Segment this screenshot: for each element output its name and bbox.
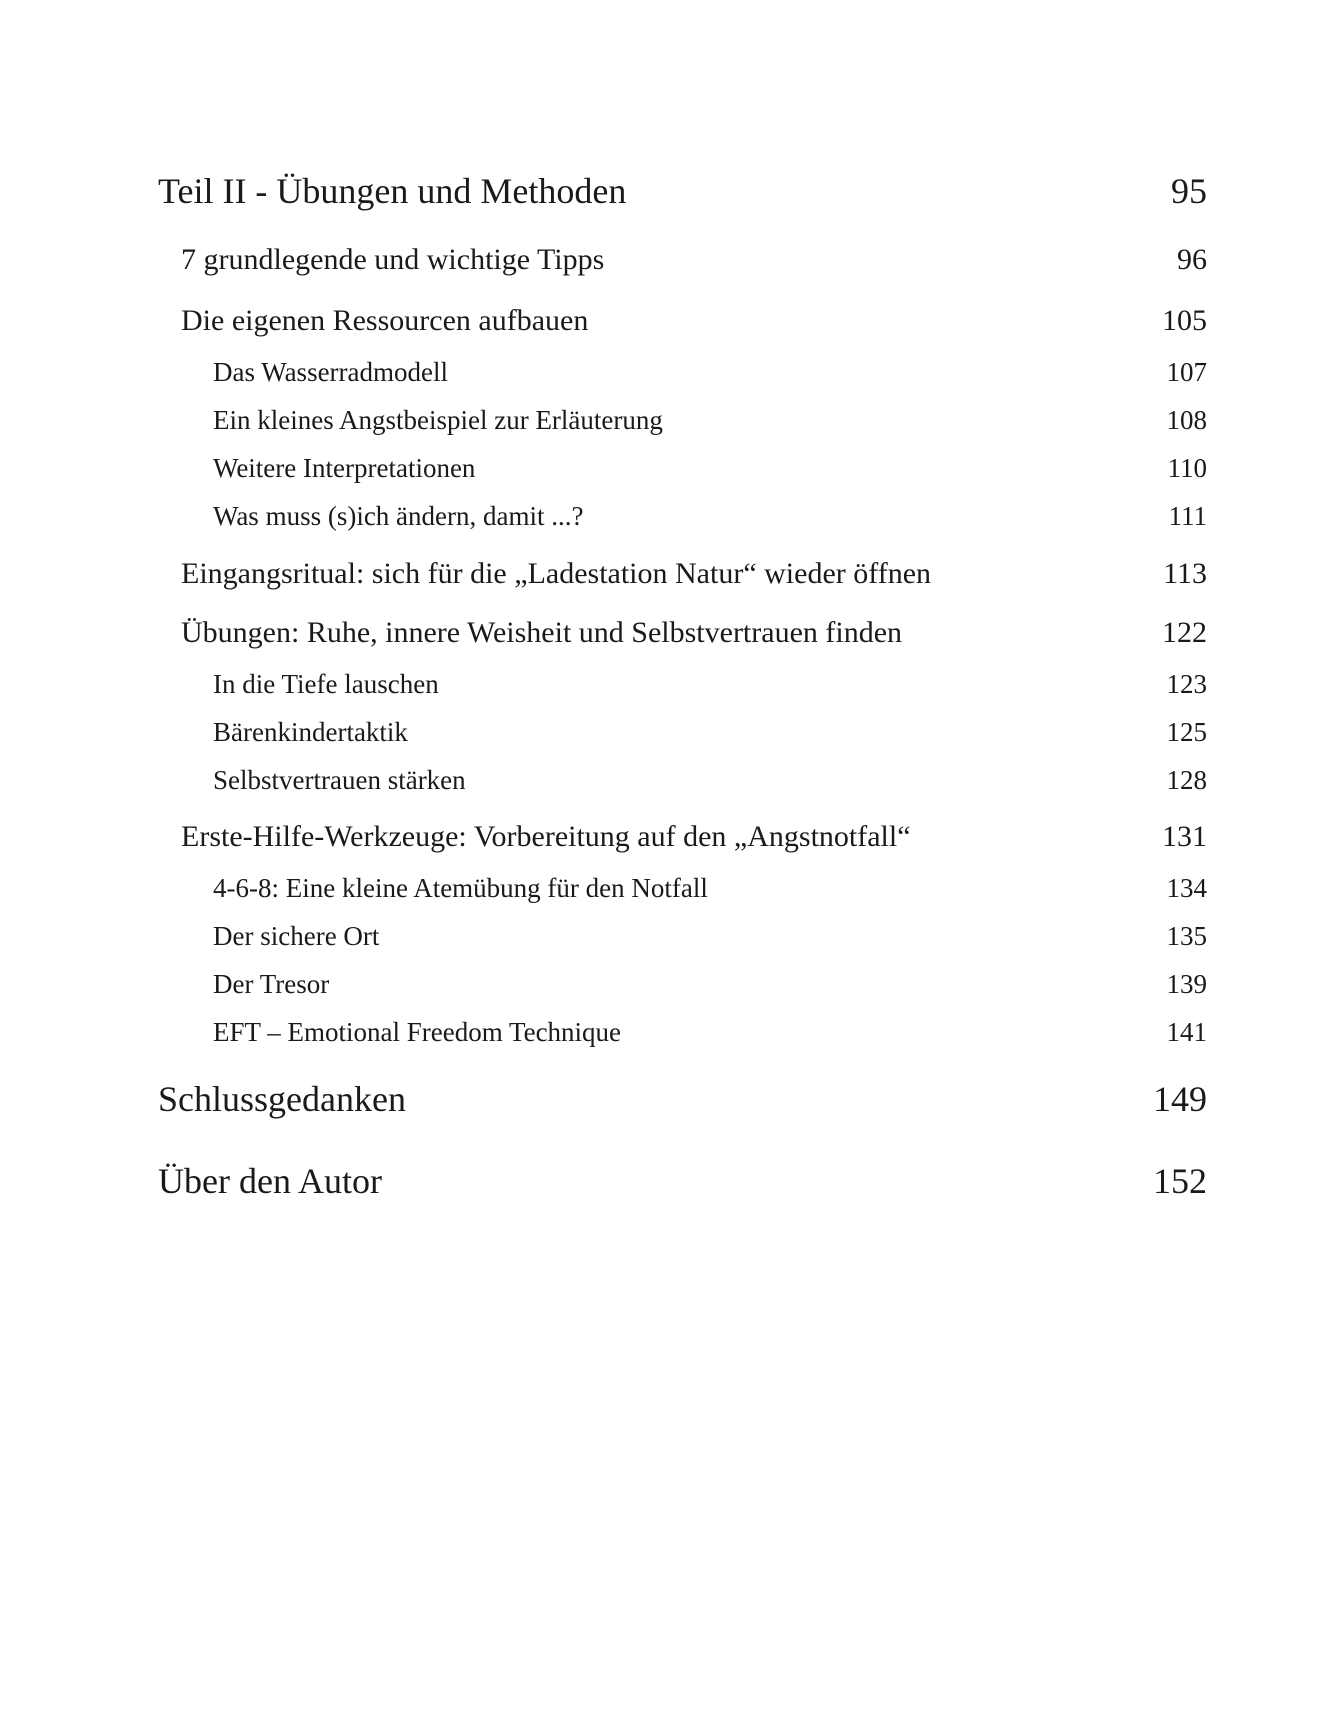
toc-entry-title: Teil II - Übungen und Methoden: [158, 171, 627, 211]
toc-entry: [0, 911, 1339, 961]
toc-entry-page: 128: [1166, 765, 1207, 795]
toc-entry: [0, 608, 1339, 658]
toc-entry-title: EFT – Emotional Freedom Technique: [213, 1017, 622, 1047]
toc-entry-title: Das Wasserradmodell: [213, 357, 449, 387]
toc-entry-page: 125: [1166, 717, 1207, 747]
toc-entry-title: Die eigenen Ressourcen aufbauen: [181, 304, 589, 337]
toc-entry-page: 149: [1153, 1079, 1207, 1119]
toc-entry: [0, 235, 1339, 285]
toc-entry-title: Weitere Interpretationen: [213, 453, 476, 483]
toc-entry-page: 134: [1166, 873, 1207, 903]
toc-entry-page: 113: [1163, 557, 1207, 590]
toc-entry: [0, 549, 1339, 599]
toc-entry-page: 122: [1162, 616, 1207, 649]
toc-entry-page: 131: [1162, 820, 1207, 853]
toc-entry: [0, 707, 1339, 757]
toc-entry: [0, 1007, 1339, 1057]
toc-entry-page: 110: [1167, 453, 1207, 483]
toc-entry: [0, 812, 1339, 862]
toc-entry: [0, 659, 1339, 709]
toc-entry-title: Selbstvertrauen stärken: [213, 765, 466, 795]
toc-entry-page: 111: [1168, 501, 1207, 531]
toc-entry: [0, 347, 1339, 397]
toc-entry-title: Ein kleines Angstbeispiel zur Erläuterung: [213, 405, 663, 435]
toc-entry-page: 95: [1171, 171, 1207, 211]
toc-entry-page: 107: [1166, 357, 1207, 387]
toc-entry-title: Schlussgedanken: [158, 1079, 406, 1119]
toc-entry-title: Eingangsritual: sich für die „Ladestation Natur“ wieder öffnen: [181, 557, 932, 590]
toc-entry-page: 135: [1166, 921, 1207, 951]
toc-entry-title: Bärenkindertaktik: [213, 717, 408, 747]
toc-entry-title: 4-6-8: Eine kleine Atemübung für den Notfall: [213, 873, 708, 903]
toc-entry-title: In die Tiefe lauschen: [213, 669, 439, 699]
toc-entry-page: 96: [1177, 243, 1207, 276]
toc-entry: [0, 395, 1339, 445]
toc-entry-page: 152: [1153, 1161, 1207, 1201]
toc-entry: [0, 166, 1339, 216]
toc-entry-page: 108: [1166, 405, 1207, 435]
toc-entry: [0, 491, 1339, 541]
toc-entry-page: 141: [1166, 1017, 1207, 1047]
toc-entry-page: 105: [1162, 304, 1207, 337]
toc-entry: [0, 959, 1339, 1009]
toc-entry-title: Über den Autor: [158, 1161, 382, 1201]
toc-entry: [0, 1074, 1339, 1124]
toc-entry: [0, 296, 1339, 346]
toc-entry-title: Was muss (s)ich ändern, damit ...?: [213, 501, 584, 531]
toc-entry-title: Der Tresor: [213, 969, 330, 999]
toc-entry-title: Übungen: Ruhe, innere Weisheit und Selbstvertrauen finden: [181, 616, 903, 649]
toc-entry: [0, 863, 1339, 913]
toc-entry-title: 7 grundlegende und wichtige Tipps: [181, 243, 605, 276]
toc-entry: [0, 1156, 1339, 1206]
toc-entry-page: 123: [1166, 669, 1207, 699]
toc-entry-title: Erste-Hilfe-Werkzeuge: Vorbereitung auf den „Angstnotfall“: [181, 820, 911, 853]
toc-entry: [0, 443, 1339, 493]
toc-entry: [0, 755, 1339, 805]
toc-entry-title: Der sichere Ort: [213, 921, 380, 951]
toc-entry-page: 139: [1166, 969, 1207, 999]
